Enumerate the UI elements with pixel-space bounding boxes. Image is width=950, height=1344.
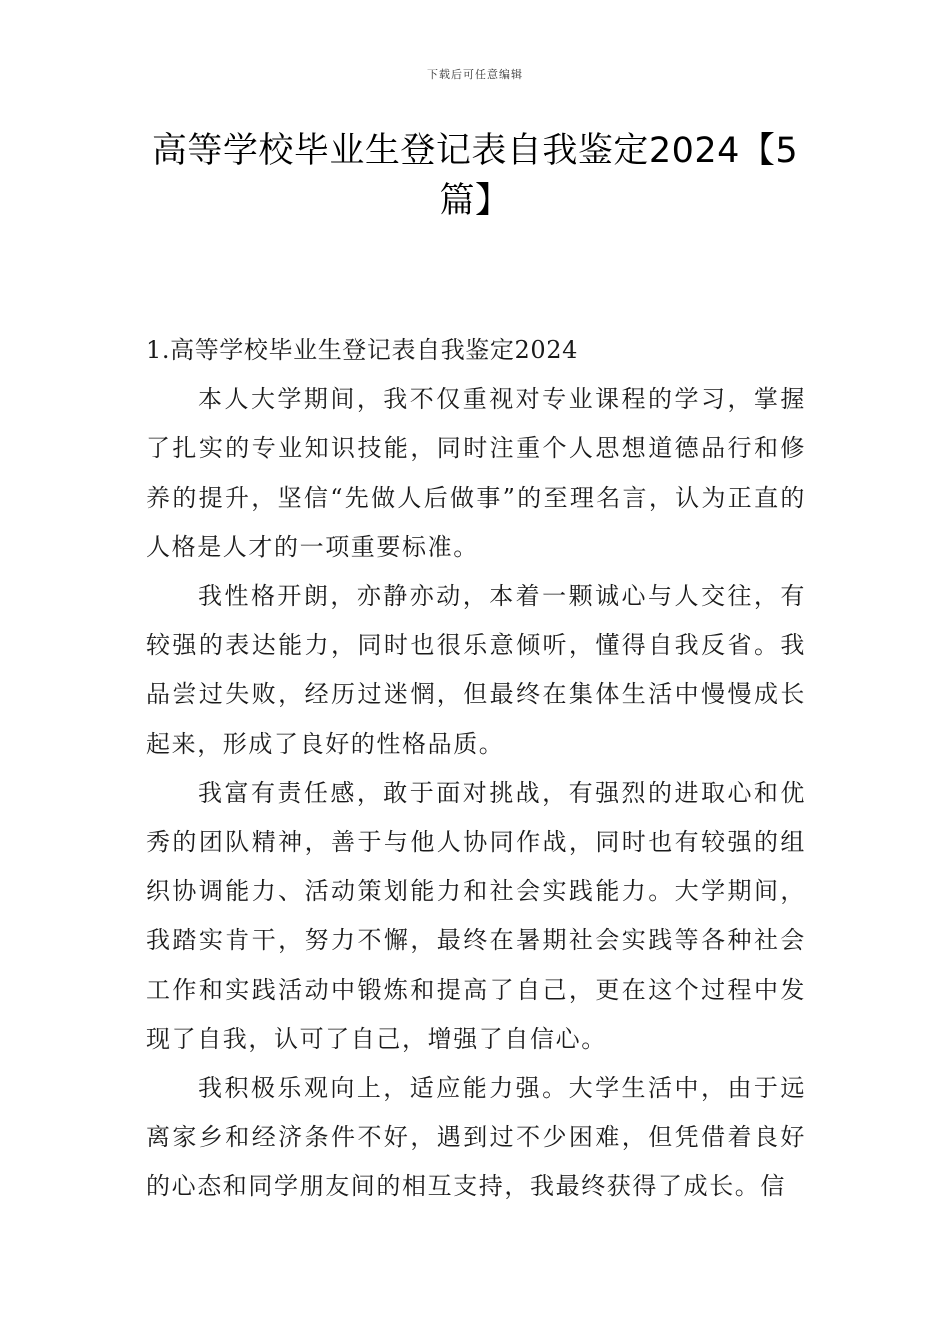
section-heading: 1.高等学校毕业生登记表自我鉴定2024 [146, 336, 578, 364]
document-body [146, 326, 806, 1212]
paragraph-4: 我积极乐观向上，适应能力强。大学生活中，由于远离家乡和经济条件不好，遇到过不少困难，但凭借着良好的心态和同学朋友间的相互支持，我最终获得了成长。信 [146, 1074, 806, 1201]
paragraph-2: 我性格开朗，亦静亦动，本着一颗诚心与人交往，有较强的表达能力，同时也很乐意倾听，懂得自我反省。我品尝过失败，经历过迷惘，但最终在集体生活中慢慢成长起来，形成了良好的性格品质。 [146, 582, 806, 758]
paragraph-1: 本人大学期间，我不仅重视对专业课程的学习，掌握了扎实的专业知识技能，同时注重个人思想道德品行和修养的提升，坚信“先做人后做事”的至理名言，认为正直的人格是人才的一项重要标准。 [146, 385, 806, 561]
header-note: 下载后可任意编辑 [427, 68, 523, 81]
paragraph-3: 我富有责任感，敢于面对挑战，有强烈的进取心和优秀的团队精神，善于与他人协同作战，同时也有较强的组织协调能力、活动策划能力和社会实践能力。大学期间，我踏实肯干，努力不懈，最终在暑期社会实践等各种社会工作和实践活动中锻炼和提高了自己，更在这个过程中发现了自我，认可了自己，增强了自信心。 [146, 778, 806, 1053]
document-title: 高等学校毕业生登记表自我鉴定2024【5篇】 [151, 131, 799, 221]
